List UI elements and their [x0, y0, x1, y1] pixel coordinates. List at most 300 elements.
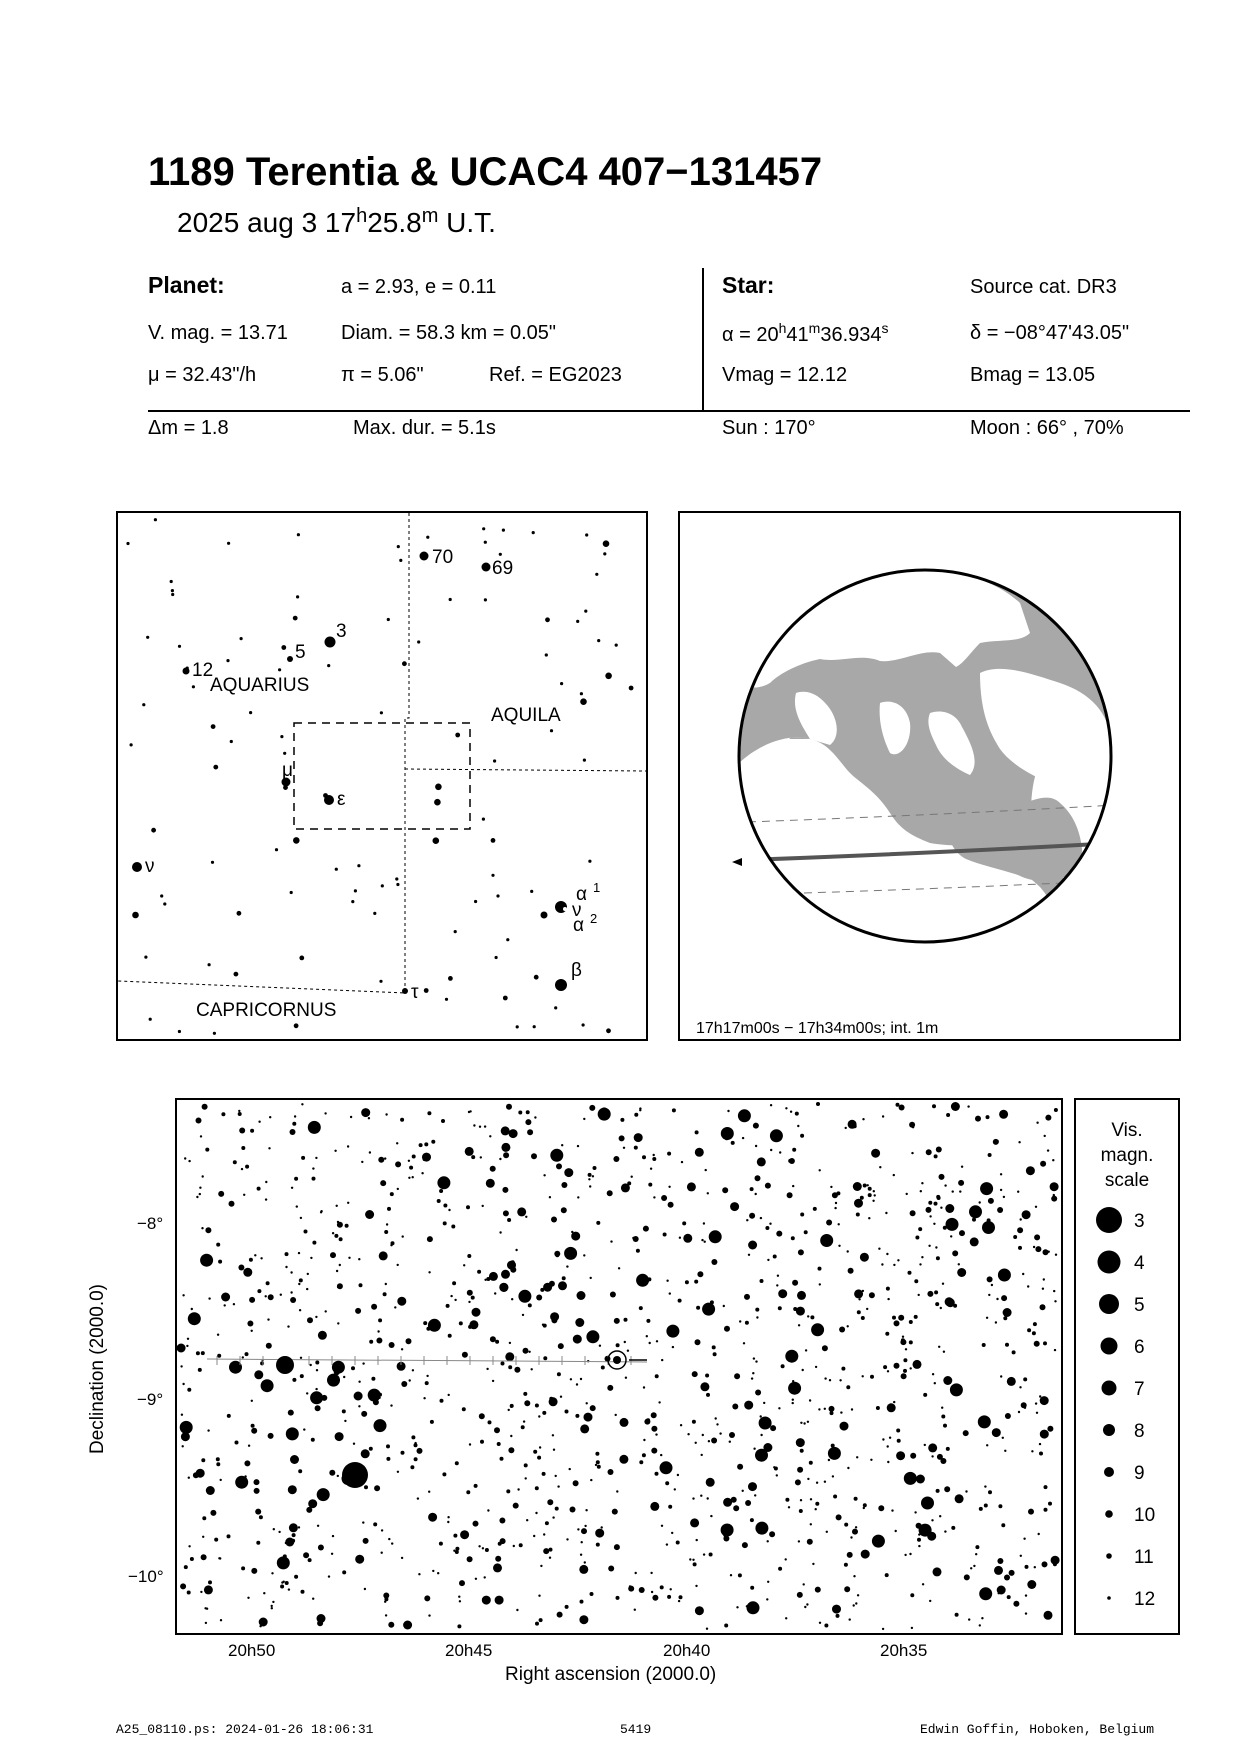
field-star	[400, 1118, 404, 1122]
field-star	[268, 1147, 270, 1149]
field-star	[680, 1424, 682, 1426]
field-star	[907, 1479, 909, 1481]
field-star	[693, 1562, 697, 1566]
ytick-minus-8: −8°	[137, 1214, 164, 1233]
field-star	[532, 531, 535, 534]
field-star	[610, 1240, 612, 1242]
field-star	[182, 1383, 184, 1385]
field-star	[861, 1550, 870, 1559]
field-star	[533, 1450, 537, 1454]
field-star	[315, 1405, 321, 1411]
event-time: 2025 aug 3 17$^h$25.8$^m$ U.T.	[177, 205, 496, 238]
field-star	[909, 1320, 913, 1324]
field-star	[723, 1536, 729, 1542]
field-star	[182, 1445, 184, 1447]
field-star	[240, 637, 243, 640]
field-star	[396, 883, 399, 886]
field-star	[893, 1174, 895, 1176]
field-star	[623, 1147, 625, 1149]
field-star	[796, 1438, 805, 1447]
field-star	[816, 1482, 818, 1484]
field-star	[605, 673, 612, 680]
field-star	[697, 1271, 703, 1277]
field-star	[700, 1495, 702, 1497]
field-star	[815, 1508, 817, 1510]
field-star	[979, 1587, 992, 1600]
field-star	[629, 1585, 631, 1587]
field-star	[402, 661, 407, 666]
field-star	[575, 1318, 584, 1327]
field-star	[672, 1108, 676, 1112]
field-star	[171, 589, 174, 592]
field-star	[238, 1112, 242, 1116]
field-star	[290, 1297, 296, 1303]
field-star	[542, 1472, 546, 1476]
field-star	[984, 1485, 986, 1487]
field-star	[1018, 1246, 1022, 1250]
label-nu-aqr: ν	[145, 856, 155, 877]
field-star	[713, 1352, 717, 1356]
field-star	[542, 1411, 546, 1415]
field-star	[979, 1507, 983, 1511]
field-star	[669, 1292, 671, 1294]
field-star	[557, 1372, 561, 1376]
field-star	[935, 1302, 939, 1306]
field-star	[790, 1111, 792, 1113]
field-star	[830, 1411, 834, 1415]
field-star	[447, 1516, 449, 1518]
field-star	[296, 1205, 298, 1207]
field-star	[729, 1432, 735, 1438]
field-star	[519, 1543, 523, 1547]
field-star	[280, 735, 283, 738]
field-star	[361, 1449, 370, 1458]
field-star	[250, 1129, 254, 1133]
field-star	[523, 1348, 529, 1354]
field-star	[934, 1382, 936, 1384]
field-star	[616, 1490, 618, 1492]
field-star	[946, 1447, 950, 1451]
field-star	[180, 1583, 186, 1589]
field-star	[832, 1605, 841, 1614]
field-star	[481, 1440, 483, 1442]
field-star	[208, 963, 211, 966]
field-star	[555, 1475, 557, 1477]
field-star	[927, 1291, 933, 1297]
field-star	[695, 1339, 701, 1345]
field-star	[1023, 1377, 1027, 1381]
field-star	[247, 1321, 253, 1327]
field-star	[965, 1490, 967, 1492]
field-star	[180, 1365, 182, 1367]
field-star	[251, 1428, 257, 1434]
field-star	[918, 1294, 920, 1296]
field-star	[707, 1192, 709, 1194]
field-star	[584, 610, 587, 613]
field-star	[841, 1367, 845, 1371]
field-star	[805, 1349, 807, 1351]
field-star	[265, 1295, 267, 1297]
field-star	[944, 1530, 946, 1532]
field-star	[795, 1112, 799, 1116]
field-star	[235, 1441, 239, 1445]
field-star	[1003, 1308, 1012, 1317]
field-star	[660, 1585, 664, 1589]
star-12	[183, 668, 190, 675]
field-star	[304, 1230, 308, 1234]
field-star	[268, 1294, 274, 1300]
field-star	[188, 1477, 190, 1479]
field-star	[615, 1414, 617, 1416]
field-star	[484, 541, 487, 544]
field-star	[334, 1234, 338, 1238]
constellation-boundary	[118, 513, 409, 993]
field-star	[406, 1338, 412, 1344]
field-star	[484, 1576, 486, 1578]
field-star	[709, 1230, 722, 1243]
legend-dot	[1102, 1381, 1117, 1396]
field-star	[251, 1424, 255, 1428]
field-star	[357, 864, 360, 867]
field-star	[202, 1516, 206, 1520]
field-star	[788, 1382, 801, 1395]
field-star	[845, 1127, 847, 1129]
field-star	[208, 1297, 210, 1299]
field-star	[580, 1424, 589, 1433]
field-star	[500, 1457, 504, 1461]
field-star	[299, 1278, 303, 1282]
field-star	[660, 1454, 662, 1456]
field-star	[708, 1440, 710, 1442]
field-star	[549, 1397, 558, 1406]
field-star	[957, 1268, 966, 1277]
field-star	[1043, 1341, 1047, 1345]
field-star	[485, 1548, 489, 1552]
field-star	[767, 1581, 769, 1583]
field-star	[819, 1283, 821, 1285]
field-star	[263, 1592, 265, 1594]
field-star	[766, 1598, 768, 1600]
field-star	[343, 1376, 345, 1378]
field-star	[921, 1497, 934, 1510]
field-star	[206, 1486, 215, 1495]
field-star	[951, 1102, 960, 1111]
field-star	[280, 1294, 282, 1296]
field-star	[271, 1607, 273, 1609]
field-star	[1000, 1375, 1002, 1377]
field-star	[443, 1204, 447, 1208]
field-star	[581, 1528, 587, 1534]
field-star	[797, 1291, 806, 1300]
field-star	[332, 1232, 334, 1234]
field-star	[847, 1467, 849, 1469]
field-star	[249, 1297, 255, 1303]
field-star	[650, 1502, 659, 1511]
field-star	[552, 1434, 554, 1436]
field-star	[589, 1185, 591, 1187]
field-star	[216, 1243, 220, 1247]
field-star	[359, 1283, 363, 1287]
field-star	[929, 1600, 931, 1602]
field-star	[417, 640, 420, 643]
field-star	[608, 1566, 614, 1572]
field-star	[941, 1415, 945, 1419]
star-declination: δ = −08°47'43.05"	[970, 322, 1130, 344]
field-star	[910, 1453, 916, 1459]
field-star	[938, 1346, 940, 1348]
field-star	[836, 1514, 842, 1520]
field-star	[687, 1182, 696, 1191]
field-star	[1044, 1485, 1048, 1489]
field-star	[643, 1386, 645, 1388]
constellation-boundary	[405, 769, 646, 771]
field-star	[614, 1318, 620, 1324]
field-star	[908, 1271, 912, 1275]
field-star	[290, 1129, 296, 1135]
field-star	[257, 1289, 261, 1293]
label-alpha-1-index: 1	[593, 880, 601, 895]
field-star	[660, 1461, 673, 1474]
field-star	[539, 1618, 543, 1622]
field-star	[892, 1316, 896, 1320]
field-star	[936, 1147, 942, 1153]
field-star	[967, 1105, 969, 1107]
field-star	[260, 1257, 262, 1259]
field-star	[599, 1345, 601, 1347]
field-star	[569, 1468, 571, 1470]
field-star	[951, 1526, 955, 1530]
field-star	[914, 1511, 916, 1513]
field-star	[712, 1345, 716, 1349]
field-star	[521, 1425, 525, 1429]
field-star	[1050, 1182, 1059, 1191]
field-star	[550, 729, 553, 732]
field-star	[1045, 1115, 1051, 1121]
field-star	[327, 664, 330, 667]
field-star	[840, 1411, 842, 1413]
legend-magnitude-label: 12	[1134, 1589, 1156, 1610]
field-star	[459, 1321, 463, 1325]
field-star	[283, 752, 286, 755]
field-star	[733, 1505, 739, 1511]
field-star	[866, 1308, 868, 1310]
field-star	[288, 1410, 294, 1416]
field-star	[803, 1583, 805, 1585]
field-star	[760, 1415, 762, 1417]
field-star	[918, 1227, 922, 1231]
field-star	[308, 1499, 317, 1508]
field-star	[695, 1606, 704, 1615]
label-epsilon: ε	[337, 789, 346, 810]
field-star	[350, 1116, 352, 1118]
field-star	[759, 1417, 772, 1430]
field-star	[910, 1593, 914, 1597]
field-star	[149, 1018, 152, 1021]
field-star	[746, 1502, 748, 1504]
field-star	[308, 1558, 312, 1562]
field-star	[306, 1507, 312, 1513]
field-star	[298, 1526, 300, 1528]
field-star	[570, 1378, 572, 1380]
field-star	[921, 1256, 923, 1258]
field-star	[188, 1160, 190, 1162]
field-star	[518, 1290, 531, 1303]
field-star	[824, 1481, 826, 1483]
path-direction-arrow	[732, 858, 742, 866]
field-star	[608, 1469, 614, 1475]
field-star	[354, 889, 357, 892]
field-star	[503, 996, 508, 1001]
field-star	[883, 1365, 887, 1369]
field-star	[878, 1248, 880, 1250]
field-star	[582, 1023, 585, 1026]
xtick-20h45: 20h45	[445, 1641, 493, 1660]
field-star	[523, 1420, 525, 1422]
field-star	[1035, 1246, 1041, 1252]
field-star	[132, 912, 139, 919]
field-star	[300, 1217, 302, 1219]
field-star	[836, 1191, 840, 1195]
field-star	[287, 1325, 289, 1327]
field-star	[862, 1118, 864, 1120]
field-star	[848, 1268, 854, 1274]
field-star	[1020, 1555, 1022, 1557]
field-star	[288, 1588, 290, 1590]
field-star	[707, 1497, 709, 1499]
field-star	[221, 1112, 225, 1116]
field-star	[950, 1235, 952, 1237]
field-star	[896, 1451, 905, 1460]
field-star	[703, 1553, 705, 1555]
field-star	[792, 1402, 794, 1404]
field-star	[227, 1414, 231, 1418]
field-star	[206, 1608, 208, 1610]
field-star	[744, 1294, 750, 1300]
field-star	[388, 1622, 394, 1628]
field-star	[503, 1210, 509, 1216]
field-star	[1042, 1288, 1044, 1290]
field-star	[213, 765, 218, 770]
field-star	[508, 1409, 510, 1411]
field-star	[855, 1526, 857, 1528]
field-star	[643, 1439, 645, 1441]
field-star	[479, 1413, 485, 1419]
field-star	[255, 1509, 261, 1515]
field-star	[200, 1591, 202, 1593]
field-star	[661, 1195, 667, 1201]
field-star	[728, 1525, 730, 1527]
field-star	[495, 956, 498, 959]
field-star	[535, 1622, 539, 1626]
field-star	[202, 1104, 208, 1110]
field-star	[706, 1393, 710, 1397]
field-star	[844, 1563, 848, 1567]
field-star	[462, 1407, 466, 1411]
field-star	[513, 1503, 519, 1509]
field-star	[535, 1486, 539, 1490]
field-star	[192, 685, 195, 688]
field-star	[525, 1216, 527, 1218]
field-star	[1004, 1450, 1006, 1452]
field-star	[755, 1308, 759, 1312]
field-star	[597, 1465, 601, 1469]
field-star	[527, 1129, 533, 1135]
field-star	[368, 1389, 381, 1402]
field-star	[870, 1375, 874, 1379]
field-star	[484, 598, 487, 601]
field-star	[893, 1401, 895, 1403]
field-star	[1053, 1290, 1055, 1292]
field-star	[939, 1174, 945, 1180]
field-star	[646, 1335, 648, 1337]
field-star	[1002, 1437, 1004, 1439]
field-star	[800, 1449, 804, 1453]
field-star	[716, 1423, 718, 1425]
field-star	[337, 1475, 339, 1477]
field-star	[428, 1319, 441, 1332]
field-star	[566, 1538, 568, 1540]
field-star	[692, 1559, 694, 1561]
field-star	[348, 1257, 350, 1259]
field-star	[826, 1220, 832, 1226]
field-star	[583, 1118, 585, 1120]
field-star	[1040, 1161, 1046, 1167]
field-star	[863, 1503, 867, 1507]
field-star	[800, 1213, 804, 1217]
field-star	[395, 1161, 401, 1167]
field-star	[855, 1602, 857, 1604]
field-star	[694, 1280, 698, 1284]
globe-caption: 17h17m00s − 17h34m00s; int. 1m	[696, 1020, 939, 1037]
magnitude-legend	[1074, 1098, 1180, 1635]
field-star	[1012, 1350, 1016, 1354]
field-star	[631, 1176, 633, 1178]
field-star	[210, 1510, 216, 1516]
field-star	[692, 1497, 694, 1499]
field-star	[755, 1390, 761, 1396]
field-star	[505, 1352, 514, 1361]
field-star	[668, 1505, 672, 1509]
field-star	[561, 1207, 567, 1213]
field-star	[280, 1585, 284, 1589]
field-star	[811, 1323, 824, 1336]
field-star	[241, 1146, 245, 1150]
field-star	[711, 1259, 717, 1265]
field-star	[724, 1624, 728, 1628]
field-star	[526, 1110, 530, 1114]
field-star	[1001, 1523, 1005, 1527]
field-star	[919, 1263, 921, 1265]
field-star	[639, 1107, 641, 1109]
field-star	[799, 1509, 803, 1513]
field-star	[979, 1201, 981, 1203]
field-star	[968, 1618, 970, 1620]
field-star	[303, 1552, 309, 1558]
field-star	[753, 1448, 755, 1450]
field-star	[752, 1372, 754, 1374]
field-star	[800, 1134, 804, 1138]
field-star	[1051, 1556, 1060, 1565]
field-star	[441, 1119, 445, 1123]
field-star	[414, 1443, 418, 1447]
field-star	[561, 1182, 567, 1188]
field-star	[583, 759, 586, 762]
field-star	[887, 1370, 889, 1372]
ytick-minus-10: −10°	[128, 1567, 164, 1586]
field-star	[998, 1504, 1002, 1508]
field-star	[539, 1446, 541, 1448]
field-star	[882, 1628, 884, 1630]
